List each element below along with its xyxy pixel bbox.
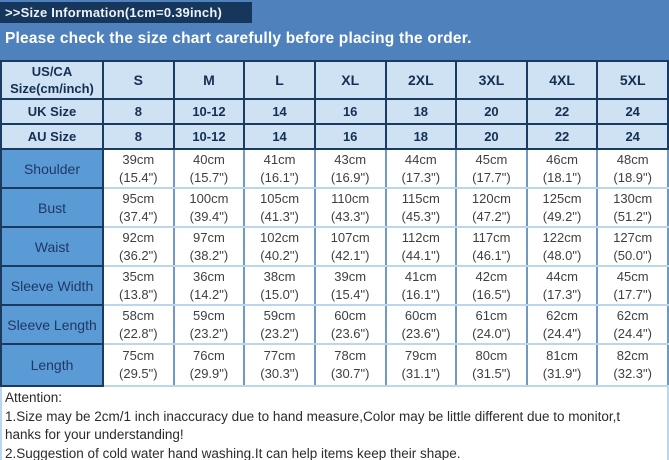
cm-value: 41cm (263, 151, 296, 167)
row-label-cell: AU Size (1, 124, 103, 149)
measurement-value-cell (244, 188, 315, 227)
inch-value: (48.0") (542, 247, 582, 263)
inch-value: (23.2") (189, 325, 229, 341)
attention-line: hanks for your understanding! (5, 427, 184, 442)
size-value-cell: 14 (244, 124, 315, 149)
cm-value: 59cm (263, 307, 296, 323)
cm-value: 36cm (193, 268, 225, 284)
inch-value: (24.4") (542, 325, 582, 341)
cm-value: 46cm (546, 151, 578, 167)
cm-value: 45cm (475, 151, 508, 167)
size-value-cell: 18 (386, 124, 457, 149)
inch-value: (17.7") (472, 169, 511, 185)
size-value-cell: 24 (597, 124, 668, 149)
measurement-value-cell (597, 149, 668, 188)
size-value-cell: 10-12 (174, 124, 245, 149)
measurement-value-cell (386, 266, 457, 305)
corner-header-line: US/CA (31, 64, 73, 79)
inch-value: (30.3") (260, 366, 299, 381)
measurement-value-cell (174, 149, 245, 188)
size-table (0, 60, 669, 387)
size-column-header: 3XL (456, 61, 527, 99)
measurement-label-cell: Sleeve Width (1, 266, 103, 305)
measurement-value-cell (527, 344, 598, 386)
cm-value: 130cm (613, 190, 653, 206)
inch-value: (17.3") (542, 286, 582, 302)
size-table-wrap (0, 60, 669, 387)
size-column-header: L (244, 61, 315, 99)
inch-value: (23.2") (260, 325, 299, 341)
measurement-value-cell (456, 149, 527, 188)
attention-note (0, 387, 669, 460)
cm-value: 41cm (404, 268, 437, 284)
corner-header-cell (1, 61, 103, 99)
inch-value: (30.7") (330, 366, 370, 381)
inch-value: (31.1") (401, 366, 441, 381)
size-value-cell: 22 (527, 99, 598, 124)
cm-value: 60cm (404, 307, 437, 323)
cm-value: 39cm (334, 268, 367, 284)
measurement-value-cell (386, 149, 457, 188)
measurement-value-cell (103, 227, 174, 266)
measurement-value-cell (315, 188, 386, 227)
size-chart-warning: Please check the size chart carefully before placing the order. (5, 30, 472, 47)
measurement-value-cell (597, 188, 668, 227)
size-column-header: 4XL (527, 61, 598, 99)
cm-value: 62cm (616, 307, 649, 323)
attention-line: 1.Size may be 2cm/1 inch inaccuracy due to hand measure,Color may be little different due to monitor,t (5, 408, 621, 424)
measurement-value-cell (527, 188, 598, 227)
row-label-cell: UK Size (1, 99, 103, 124)
measurement-value-cell (456, 305, 527, 344)
measurement-value-cell (244, 149, 315, 188)
cm-value: 35cm (122, 268, 155, 284)
size-value-cell: 24 (597, 99, 668, 124)
inch-value: (23.6") (401, 325, 441, 341)
cm-value: 82cm (616, 348, 649, 363)
size-column-header: XL (315, 61, 386, 99)
inch-value: (29.9") (189, 366, 229, 381)
cm-value: 112cm (401, 229, 440, 245)
inch-value: (14.2") (189, 286, 229, 302)
measurement-value-cell (103, 266, 174, 305)
cm-value: 79cm (404, 348, 437, 363)
measurement-value-cell (456, 227, 527, 266)
inch-value: (50.0") (613, 247, 652, 263)
cm-value: 75cm (122, 348, 155, 363)
size-value-cell: 20 (456, 99, 527, 124)
cm-value: 95cm (122, 190, 155, 206)
measurement-value-cell (103, 149, 174, 188)
cm-value: 44cm (404, 151, 437, 167)
inch-value: (15.4") (330, 286, 370, 302)
cm-value: 48cm (616, 151, 649, 167)
cm-value: 97cm (193, 229, 225, 245)
cm-value: 105cm (260, 190, 300, 206)
measurement-value-cell (315, 344, 386, 386)
measurement-value-cell (456, 266, 527, 305)
inch-value: (36.2") (119, 247, 158, 263)
inch-value: (13.8") (119, 286, 158, 302)
attention-line: 2.Suggestion of cold water hand washing.It can help items keep their shape. (5, 445, 461, 460)
measurement-label-cell: Length (1, 344, 103, 386)
header-band (0, 0, 669, 60)
inch-value: (37.4") (119, 208, 158, 224)
inch-value: (29.5") (119, 366, 158, 381)
size-information-title: >>Size Information(1cm=0.39inch) (0, 2, 252, 23)
measurement-value-cell (103, 188, 174, 227)
size-value-cell: 8 (103, 99, 174, 124)
inch-value: (16.9") (330, 169, 370, 185)
measurement-value-cell (315, 227, 386, 266)
size-column-header: M (174, 61, 245, 99)
measurement-value-cell (456, 344, 527, 386)
measurement-value-cell (244, 344, 315, 386)
size-value-cell: 16 (315, 99, 386, 124)
corner-header-line: Size(cm/inch) (10, 81, 94, 96)
cm-value: 58cm (122, 307, 155, 323)
size-value-cell: 8 (103, 124, 174, 149)
cm-value: 110cm (331, 190, 370, 206)
cm-value: 78cm (334, 348, 367, 363)
measurement-value-cell (315, 305, 386, 344)
cm-value: 125cm (542, 190, 582, 206)
measurement-value-cell (527, 227, 598, 266)
measurement-value-cell (597, 305, 668, 344)
cm-value: 61cm (475, 307, 508, 323)
inch-value: (47.2") (472, 208, 511, 224)
regional-size-row (1, 99, 668, 124)
cm-value: 100cm (189, 190, 229, 206)
cm-value: 102cm (260, 229, 300, 245)
inch-value: (15.4") (119, 169, 158, 185)
cm-value: 92cm (122, 229, 155, 245)
measurement-row (1, 188, 668, 227)
inch-value: (42.1") (330, 247, 370, 263)
size-column-header: 2XL (386, 61, 457, 99)
cm-value: 38cm (263, 268, 296, 284)
measurement-value-cell (597, 227, 668, 266)
size-value-cell: 22 (527, 124, 598, 149)
measurement-value-cell (174, 227, 245, 266)
measurement-value-cell (386, 305, 457, 344)
measurement-value-cell (386, 227, 457, 266)
measurement-value-cell (456, 188, 527, 227)
measurement-value-cell (527, 305, 598, 344)
cm-value: 80cm (475, 348, 508, 363)
measurement-row (1, 227, 668, 266)
cm-value: 60cm (334, 307, 367, 323)
cm-value: 43cm (334, 151, 367, 167)
measurement-value-cell (103, 344, 174, 386)
attention-line: Attention: (5, 390, 63, 405)
inch-value: (41.3") (260, 208, 299, 224)
inch-value: (49.2") (542, 208, 582, 224)
measurement-value-cell (244, 266, 315, 305)
measurement-label-cell: Bust (1, 188, 103, 227)
measurement-value-cell (174, 188, 245, 227)
cm-value: 77cm (263, 348, 296, 363)
measurement-value-cell (597, 266, 668, 305)
cm-value: 81cm (546, 348, 578, 363)
cm-value: 44cm (546, 268, 578, 284)
size-value-cell: 18 (386, 99, 457, 124)
measurement-value-cell (386, 188, 457, 227)
inch-value: (24.0") (472, 325, 511, 341)
cm-value: 117cm (472, 229, 511, 245)
inch-value: (23.6") (330, 325, 370, 341)
cm-value: 122cm (542, 229, 582, 245)
measurement-value-cell (244, 305, 315, 344)
inch-value: (51.2") (613, 208, 652, 224)
size-value-cell: 20 (456, 124, 527, 149)
inch-value: (15.7") (189, 169, 229, 185)
size-value-cell: 16 (315, 124, 386, 149)
inch-value: (17.7") (613, 286, 652, 302)
size-column-header: 5XL (597, 61, 668, 99)
measurement-label-cell: Sleeve Length (1, 305, 103, 344)
cm-value: 59cm (193, 307, 225, 323)
measurement-label-cell: Shoulder (1, 149, 103, 188)
inch-value: (16.1") (260, 169, 299, 185)
inch-value: (18.1") (542, 169, 582, 185)
measurement-value-cell (174, 344, 245, 386)
inch-value: (22.8") (119, 325, 158, 341)
size-value-cell: 14 (244, 99, 315, 124)
inch-value: (17.3") (401, 169, 441, 185)
measurement-value-cell (527, 149, 598, 188)
cm-value: 39cm (122, 151, 155, 167)
measurement-value-cell (174, 266, 245, 305)
measurement-value-cell (527, 266, 598, 305)
measurement-label-cell: Waist (1, 227, 103, 266)
inch-value: (32.3") (613, 366, 652, 381)
cm-value: 42cm (475, 268, 508, 284)
cm-value: 62cm (546, 307, 578, 323)
regional-size-row (1, 124, 668, 149)
inch-value: (39.4") (189, 208, 229, 224)
measurement-row (1, 305, 668, 344)
cm-value: 115cm (401, 190, 440, 206)
inch-value: (40.2") (260, 247, 299, 263)
inch-value: (18.9") (613, 169, 652, 185)
measurement-row (1, 344, 668, 386)
measurement-value-cell (597, 344, 668, 386)
inch-value: (16.5") (472, 286, 511, 302)
inch-value: (16.1") (401, 286, 441, 302)
cm-value: 120cm (471, 190, 511, 206)
inch-value: (24.4") (613, 325, 652, 341)
measurement-value-cell (103, 305, 174, 344)
measurement-value-cell (244, 227, 315, 266)
measurement-value-cell (315, 266, 386, 305)
size-value-cell: 10-12 (174, 99, 245, 124)
inch-value: (46.1") (472, 247, 511, 263)
inch-value: (43.3") (330, 208, 370, 224)
inch-value: (31.5") (472, 366, 511, 381)
inch-value: (15.0") (260, 286, 299, 302)
inch-value: (31.9") (542, 366, 582, 381)
inch-value: (45.3") (401, 208, 441, 224)
inch-value: (38.2") (189, 247, 229, 263)
cm-value: 107cm (330, 229, 370, 245)
measurement-value-cell (386, 344, 457, 386)
size-column-header: S (103, 61, 174, 99)
cm-value: 127cm (613, 229, 653, 245)
inch-value: (44.1") (401, 247, 441, 263)
measurement-row (1, 149, 668, 188)
cm-value: 40cm (193, 151, 225, 167)
cm-value: 45cm (616, 268, 649, 284)
measurement-value-cell (174, 305, 245, 344)
measurement-row (1, 266, 668, 305)
measurement-value-cell (315, 149, 386, 188)
size-header-row (1, 61, 668, 99)
cm-value: 76cm (193, 348, 225, 363)
